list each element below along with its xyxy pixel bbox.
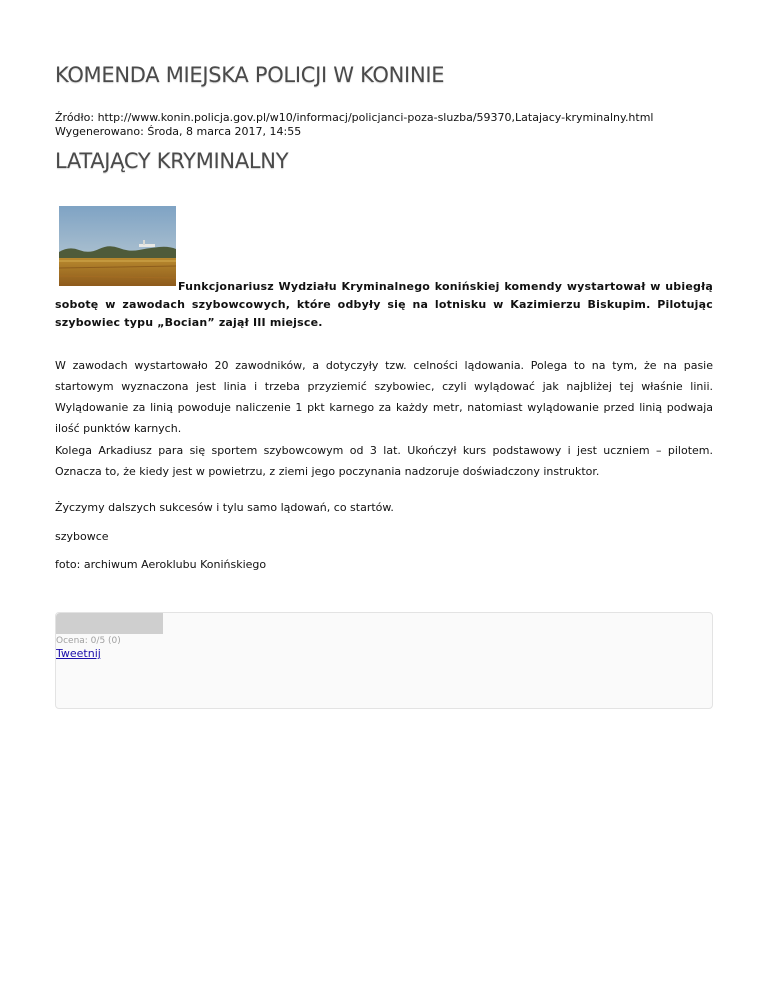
article-paragraph: Kolega Arkadiusz para się sportem szybowcowym od 3 lat. Ukończył kurs podstawowy i jest uczniem – pilotem. Oznacza to, że kiedy jest w powietrzu, z ziemi jego poczynania nadzoruje doświadczony instruktor.	[55, 444, 713, 478]
article-paragraph: W zawodach wystartowało 20 zawodników, a dotyczyły tzw. celności lądowania. Polega to na tym, że na pasie startowym wyznaczona jest linia i trzeba przyziemić szybowiec, czyli wylądować jak najbliżej tej właśnie linii. Wylądowanie za linią powoduje naliczenie 1 pkt karnego za każdy metr, natomiast wylądowanie przed linią podwaja ilość punktów karnych.	[55, 359, 713, 435]
article-lead: Funkcjonariusz Wydziału Kryminalnego konińskiej komendy wystartował w ubiegłą sobotę w zawodach szybowcowych, które odbyły się na lotnisku w Kazimierzu Biskupim. Pilotując szybowiec typu „Bocian” zajął III miejsce.	[55, 280, 713, 329]
image-caption: szybowce	[55, 530, 109, 543]
rating-text: Ocena: 0/5 (0)	[56, 636, 121, 646]
source-url-line: Źródło: http://www.konin.policja.gov.pl/w10/informacj/policjanci-poza-sluzba/59370,Latajacy-kryminalny.html	[55, 111, 654, 124]
article-photo	[59, 206, 176, 286]
tweet-link[interactable]: Tweetnij	[56, 647, 101, 660]
generated-date-line: Wygenerowano: Środa, 8 marca 2017, 14:55	[55, 125, 302, 138]
site-title: KOMENDA MIEJSKA POLICJI W KONINIE	[55, 63, 445, 87]
photo-credit: foto: archiwum Aeroklubu Konińskiego	[55, 558, 267, 571]
rating-panel	[55, 612, 713, 709]
rating-stars-bar[interactable]	[56, 613, 163, 634]
article-title: LATAJĄCY KRYMINALNY	[55, 149, 289, 173]
document-meta	[55, 111, 654, 139]
article-paragraph: Życzymy dalszych sukcesów i tylu samo lądowań, co startów.	[55, 501, 394, 514]
